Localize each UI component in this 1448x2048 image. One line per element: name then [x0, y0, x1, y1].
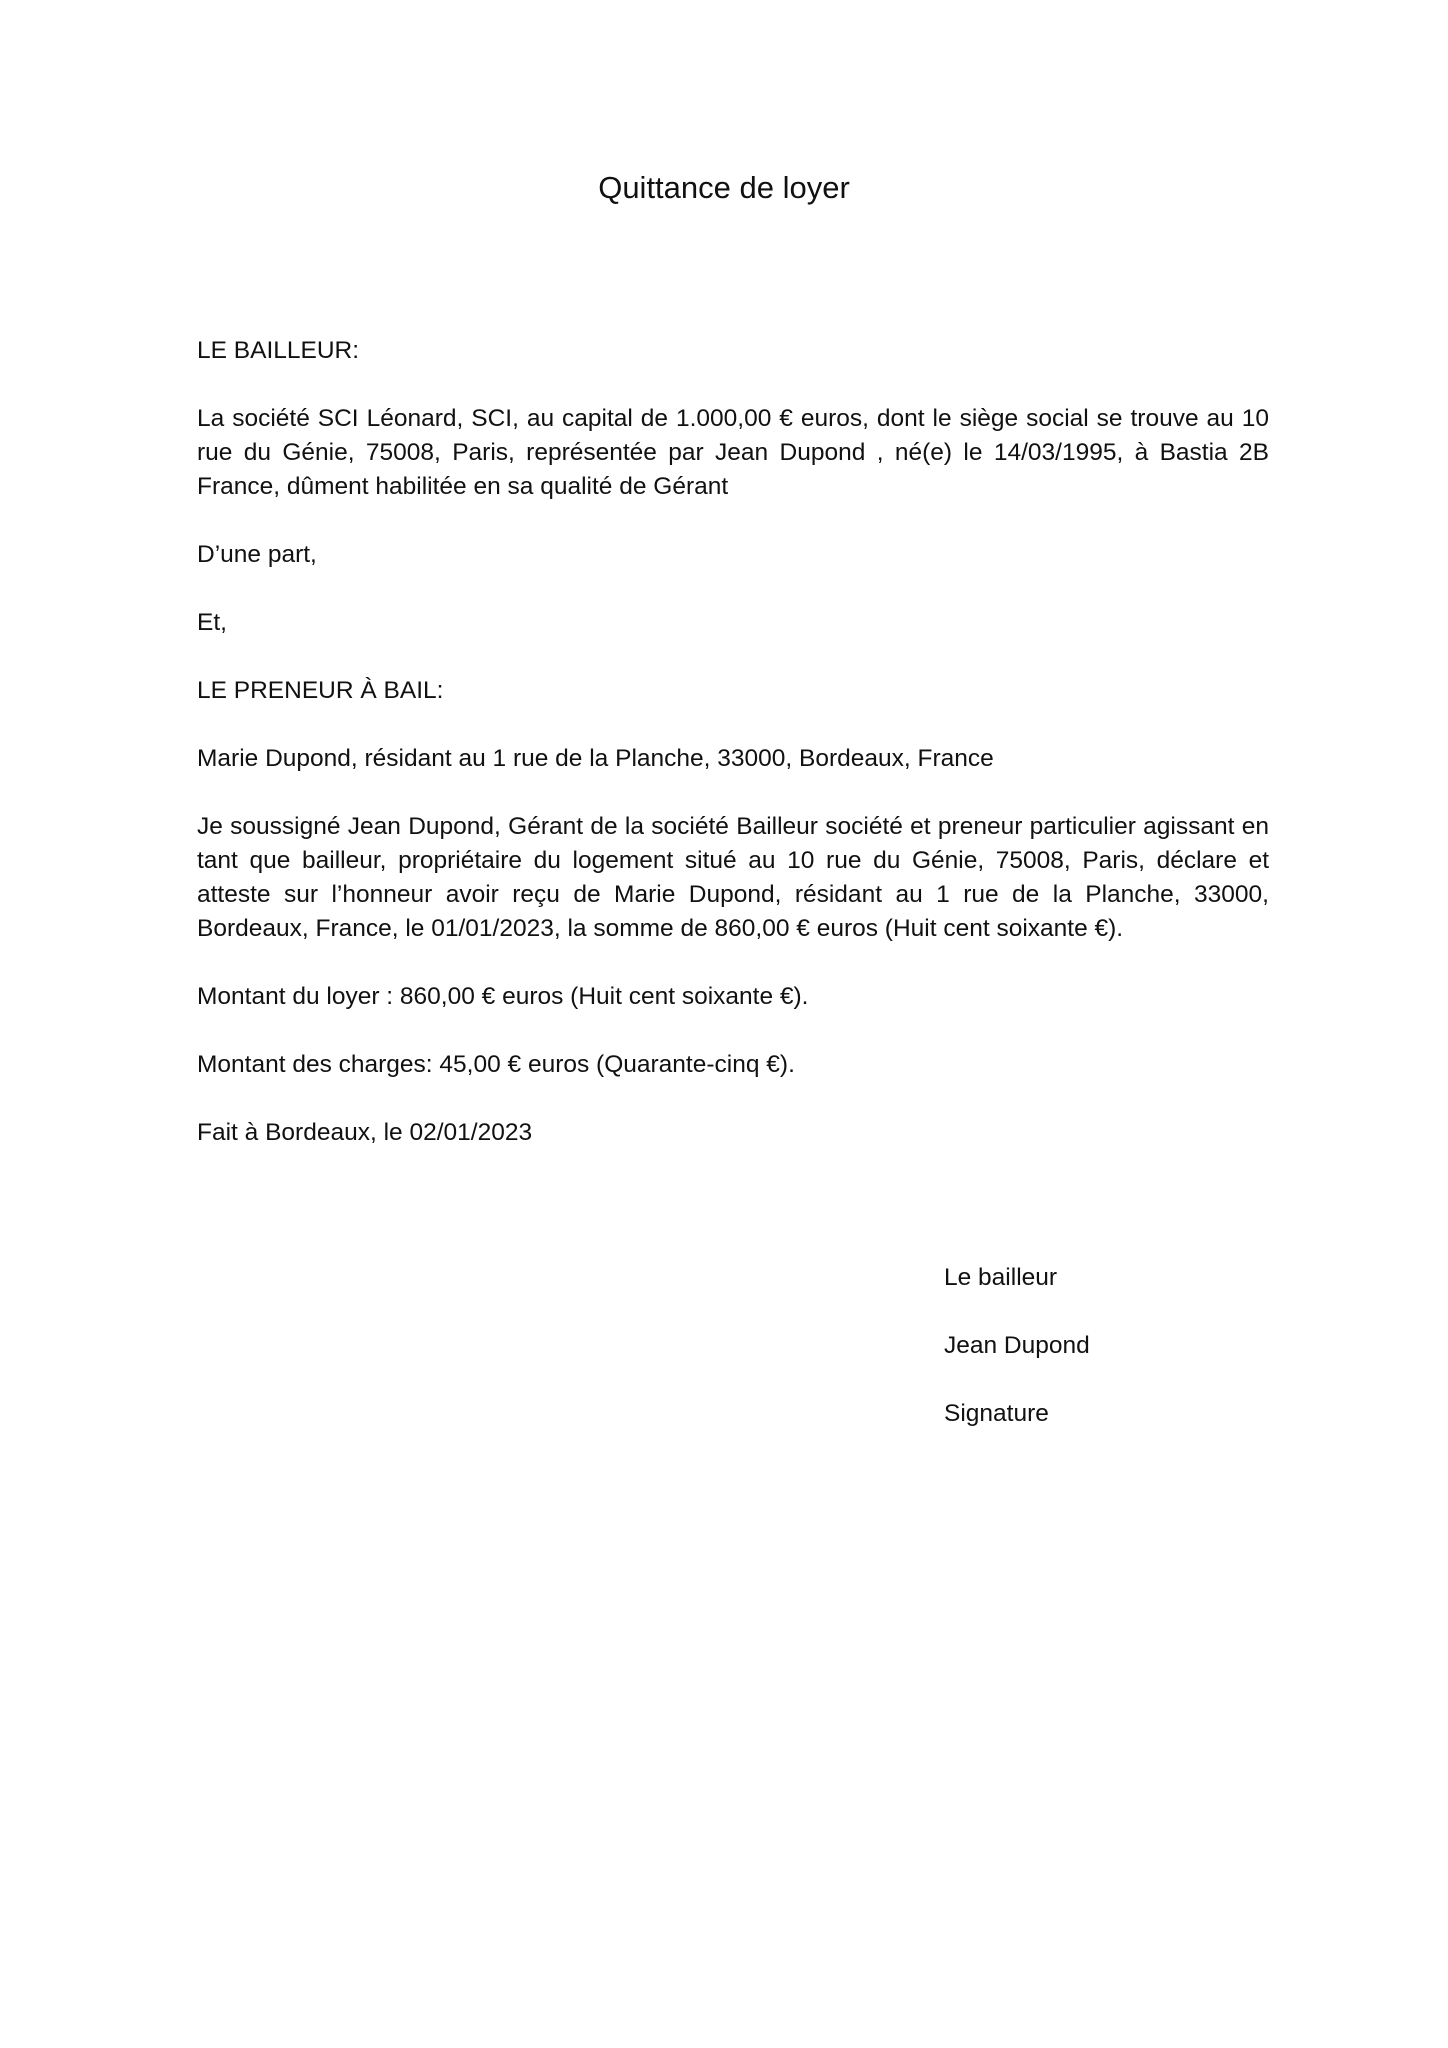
tenant-paragraph: Marie Dupond, résidant au 1 rue de la Planche, 33000, Bordeaux, France [197, 745, 994, 772]
lessor-paragraph: La société SCI Léonard, SCI, au capital de 1.000,00 € euros, dont le siège social se trouve au 10 rue du Génie, 75008, Paris, représentée par Jean Dupond , né(e) le 14/03/1995, à Bastia 2B France, dûment habilitée en sa qualité de Gérant [197, 405, 1269, 500]
lessor-heading: LE BAILLEUR: [197, 337, 360, 364]
place-date: Fait à Bordeaux, le 02/01/2023 [197, 1119, 533, 1146]
part-one-text: D’une part, [197, 541, 317, 568]
document-title: Quittance de loyer [598, 170, 850, 205]
charges-amount: Montant des charges: 45,00 € euros (Quarante-cinq €). [197, 1051, 795, 1078]
tenant-heading: LE PRENEUR À BAIL: [197, 677, 444, 704]
signature-label: Signature [944, 1400, 1049, 1427]
signature-name: Jean Dupond [944, 1332, 1090, 1359]
document-body [197, 334, 1269, 1184]
signature-block [944, 1261, 1090, 1465]
attestation-paragraph: Je soussigné Jean Dupond, Gérant de la société Bailleur société et preneur particulier agissant en tant que bailleur, propriétaire du logement situé au 10 rue du Génie, 75008, Paris, déclare et atteste sur l’honneur avoir reçu de Marie Dupond, résidant au 1 rue de la Planche, 33000, Bordeaux, France, le 01/01/2023, la somme de 860,00 € euros (Huit cent soixante €). [197, 813, 1269, 942]
and-text: Et, [197, 609, 227, 636]
rent-amount: Montant du loyer : 860,00 € euros (Huit cent soixante €). [197, 983, 809, 1010]
signature-role: Le bailleur [944, 1264, 1058, 1291]
